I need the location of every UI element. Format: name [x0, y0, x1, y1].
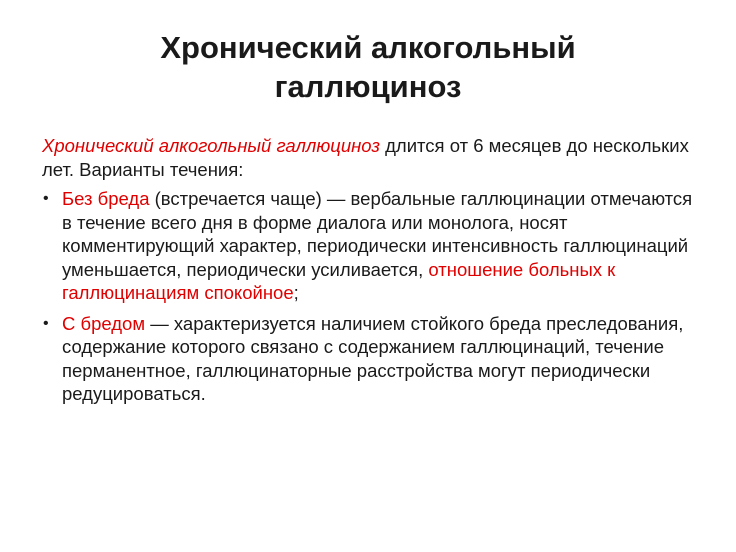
slide-body — [42, 134, 702, 413]
variant-description: (встречается чаще) — вербальные галлюцинации отмечаются в течение всего дня в форме диалога или монолога, носят комментирующий характер, периодически интенсивность галлюцинаций уменьшается, периодически усиливается, — [62, 188, 693, 280]
intro-paragraph — [42, 134, 702, 181]
variants-list — [42, 187, 702, 406]
variant-term: Без бреда — [62, 188, 150, 209]
variant-description: — характеризуется наличием стойкого бреда преследования, содержание которого связано с содержанием галлюцинаций, течение перманентное, галлюцинаторные расстройства могут периодически редуцироваться. — [62, 312, 684, 404]
title-line-1: Хронический алкогольный — [160, 30, 576, 65]
title-line-2: галлюциноз — [274, 69, 462, 104]
list-item — [42, 187, 702, 305]
intro-text: длится от 6 месяцев до нескольких лет. Варианты течения: — [42, 135, 689, 180]
bullet-icon: • — [43, 190, 49, 207]
variant-highlight: отношение больных к галлюцинациям спокойное — [62, 258, 616, 303]
slide-title — [40, 28, 696, 106]
bullet-icon: • — [43, 314, 49, 332]
intro-term: Хронический алкогольный галлюциноз — [42, 135, 380, 156]
list-item — [42, 312, 702, 406]
variant-description-end: ; — [293, 282, 299, 303]
variant-term: С бредом — [62, 312, 146, 334]
